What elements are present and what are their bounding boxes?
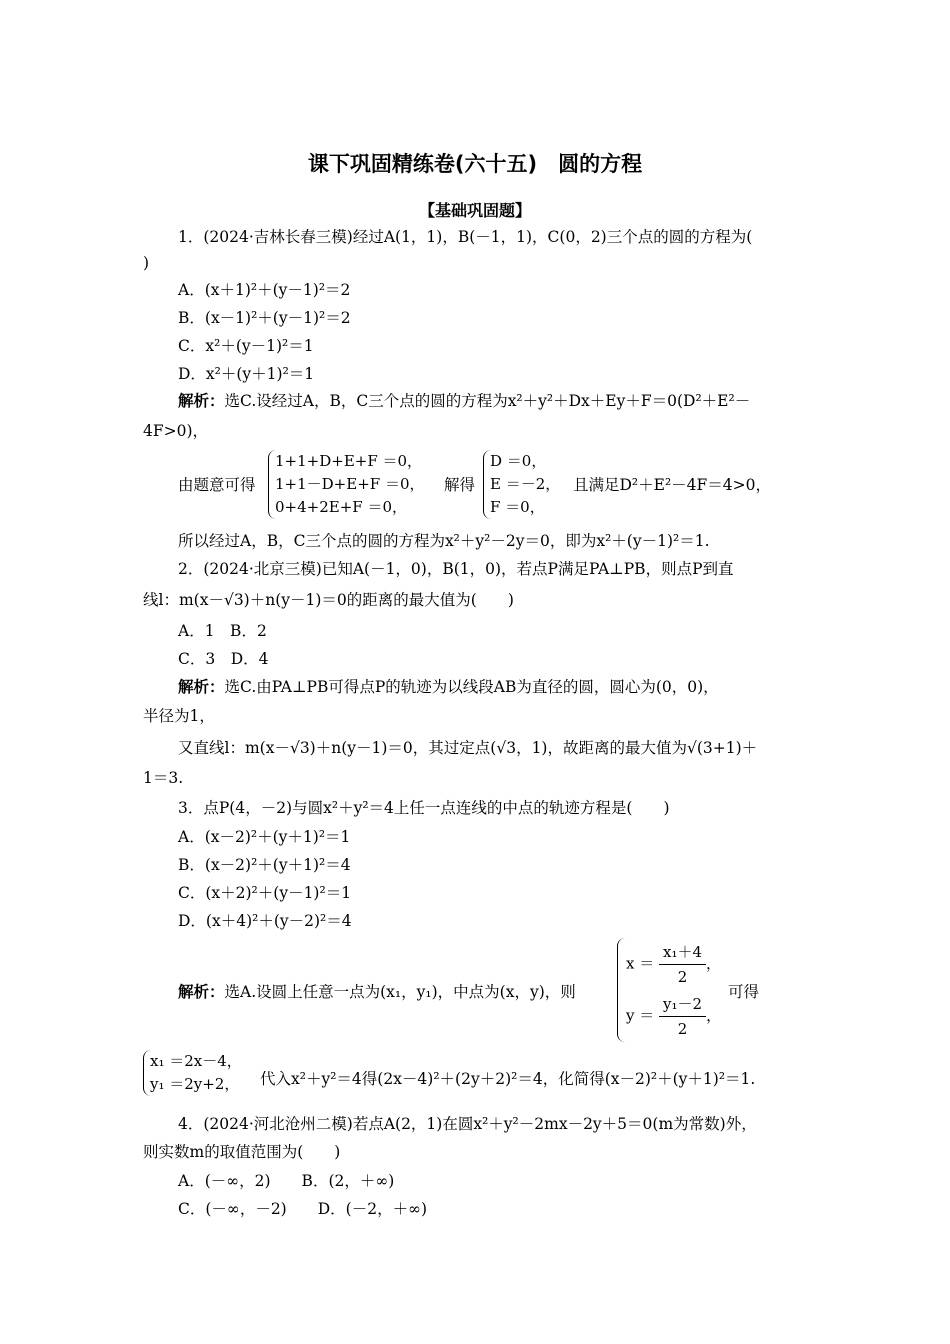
equation-row: y₁ ＝2y+2， (150, 1075, 240, 1093)
q2-stem-line1: 2．(2024·北京三模)已知A(－1，0)，B(1，0)，若点P满足PA⊥PB，则点P到直 (178, 560, 734, 578)
q1-system-suffix: 且满足D²＋E²－4F＝4>0， (573, 476, 771, 494)
q3-substitution-system (617, 938, 738, 1042)
equation-row: y ＝ $\frac{\text{y₁－2}}{2}$ ， (626, 992, 721, 1041)
q2-analysis-line4: 1＝3. (143, 769, 184, 787)
q1-option-b: B．(x－1)²＋(y－1)²＝2 (178, 309, 351, 327)
q1-stem-line2: ) (143, 254, 150, 272)
q1-equation-system (268, 450, 449, 519)
q3-analysis-line1: 解析：选A.设圆上任意一点为(x₁，y₁)，中点为(x，y)，则 (178, 983, 576, 1001)
q1-analysis-line1: 解析：选C.设经过A，B，C三个点的圆的方程为x²＋y²＋Dx＋Ey＋F＝0(D²＋E²－ (178, 392, 751, 410)
q1-analysis-line2: 4F>0)， (143, 422, 209, 440)
q3-stem: 3．点P(4，－2)与圆x²＋y²＝4上任一点连线的中点的轨迹方程是( ) (178, 799, 670, 817)
q1-system-prefix: 由题意可得 (178, 476, 256, 494)
page-title: 课下巩固精练卷(六十五) 圆的方程 (307, 152, 643, 176)
q1-conclusion: 所以经过A，B，C三个点的圆的方程为x²＋y²－2y＝0，即为x²＋(y－1)²＝1. (178, 532, 710, 550)
equation-row: 1+1－D+E+F ＝0， (275, 475, 425, 493)
q2-options-ab: A．1 B．2 (178, 622, 267, 640)
q1-option-d: D．x²＋(y＋1)²＝1 (178, 365, 315, 383)
equation-row: 0+4+2E+F ＝0， (275, 498, 408, 516)
analysis-label: 解析： (178, 983, 225, 1001)
q1-system-mid: 解得 (444, 476, 476, 494)
q3-can-get: 可得 (728, 983, 760, 1001)
q2-options-cd: C．3 D．4 (178, 650, 269, 668)
q3-option-d: D．(x＋4)²＋(y－2)²＝4 (178, 912, 352, 930)
q2-analysis-line2: 半径为1， (143, 707, 215, 725)
q3-coordinate-system (143, 1050, 254, 1096)
q2-analysis-line1: 解析：选C.由PA⊥PB可得点P的轨迹为以线段AB为直径的圆，圆心为(0，0)， (178, 678, 719, 696)
q4-options-cd: C．(－∞，－2) D．(－2，＋∞) (178, 1200, 428, 1218)
q1-option-c: C．x²＋(y－1)²＝1 (178, 337, 314, 355)
section-heading: 【基础巩固题】 (418, 201, 531, 220)
equation-row: E ＝－2， (490, 475, 561, 493)
q4-options-ab: A．(－∞，2) B．(2，＋∞) (178, 1172, 395, 1190)
equation-row: x ＝ $\frac{\text{x₁＋4}}{2}$ ， (626, 940, 721, 989)
fraction: $\frac{\text{x₁＋4}}{2}$ (659, 940, 706, 989)
analysis-label: 解析： (178, 392, 225, 410)
q4-stem-line2: 则实数m的取值范围为( ) (143, 1143, 341, 1161)
equation-row: 1+1+D+E+F ＝0， (275, 452, 423, 470)
q3-option-a: A．(x－2)²＋(y＋1)²＝1 (178, 828, 351, 846)
analysis-label: 解析： (178, 678, 225, 696)
equation-row: x₁ ＝2x－4， (150, 1052, 242, 1070)
q2-analysis-line3: 又直线l：m(x－√3)＋n(y－1)＝0，其过定点(√3，1)，故距离的最大值为√(3+1)＋ (178, 739, 758, 757)
equation-row: D ＝0， (490, 452, 547, 470)
q1-solution-system (483, 450, 574, 519)
fraction: $\frac{\text{y₁－2}}{2}$ (659, 992, 706, 1041)
equation-row: F ＝0， (490, 498, 545, 516)
q1-option-a: A．(x＋1)²＋(y－1)²＝2 (178, 281, 351, 299)
q3-option-b: B．(x－2)²＋(y＋1)²＝4 (178, 856, 351, 874)
q2-stem-line2: 线l：m(x－√3)＋n(y－1)＝0的距离的最大值为( ) (143, 591, 514, 609)
q3-option-c: C．(x＋2)²＋(y－1)²＝1 (178, 884, 352, 902)
q4-stem-line1: 4．(2024·河北沧州二模)若点A(2，1)在圆x²＋y²－2mx－2y＋5＝0(m为常数)外， (178, 1115, 757, 1133)
q3-analysis-line2: 代入x²＋y²＝4得(2x－4)²＋(2y＋2)²＝4，化简得(x－2)²＋(y＋1)²＝1. (260, 1070, 756, 1088)
q1-stem-line1: 1．(2024·吉林长春三模)经过A(1，1)，B(－1，1)，C(0，2)三个点的圆的方程为( (178, 228, 753, 246)
